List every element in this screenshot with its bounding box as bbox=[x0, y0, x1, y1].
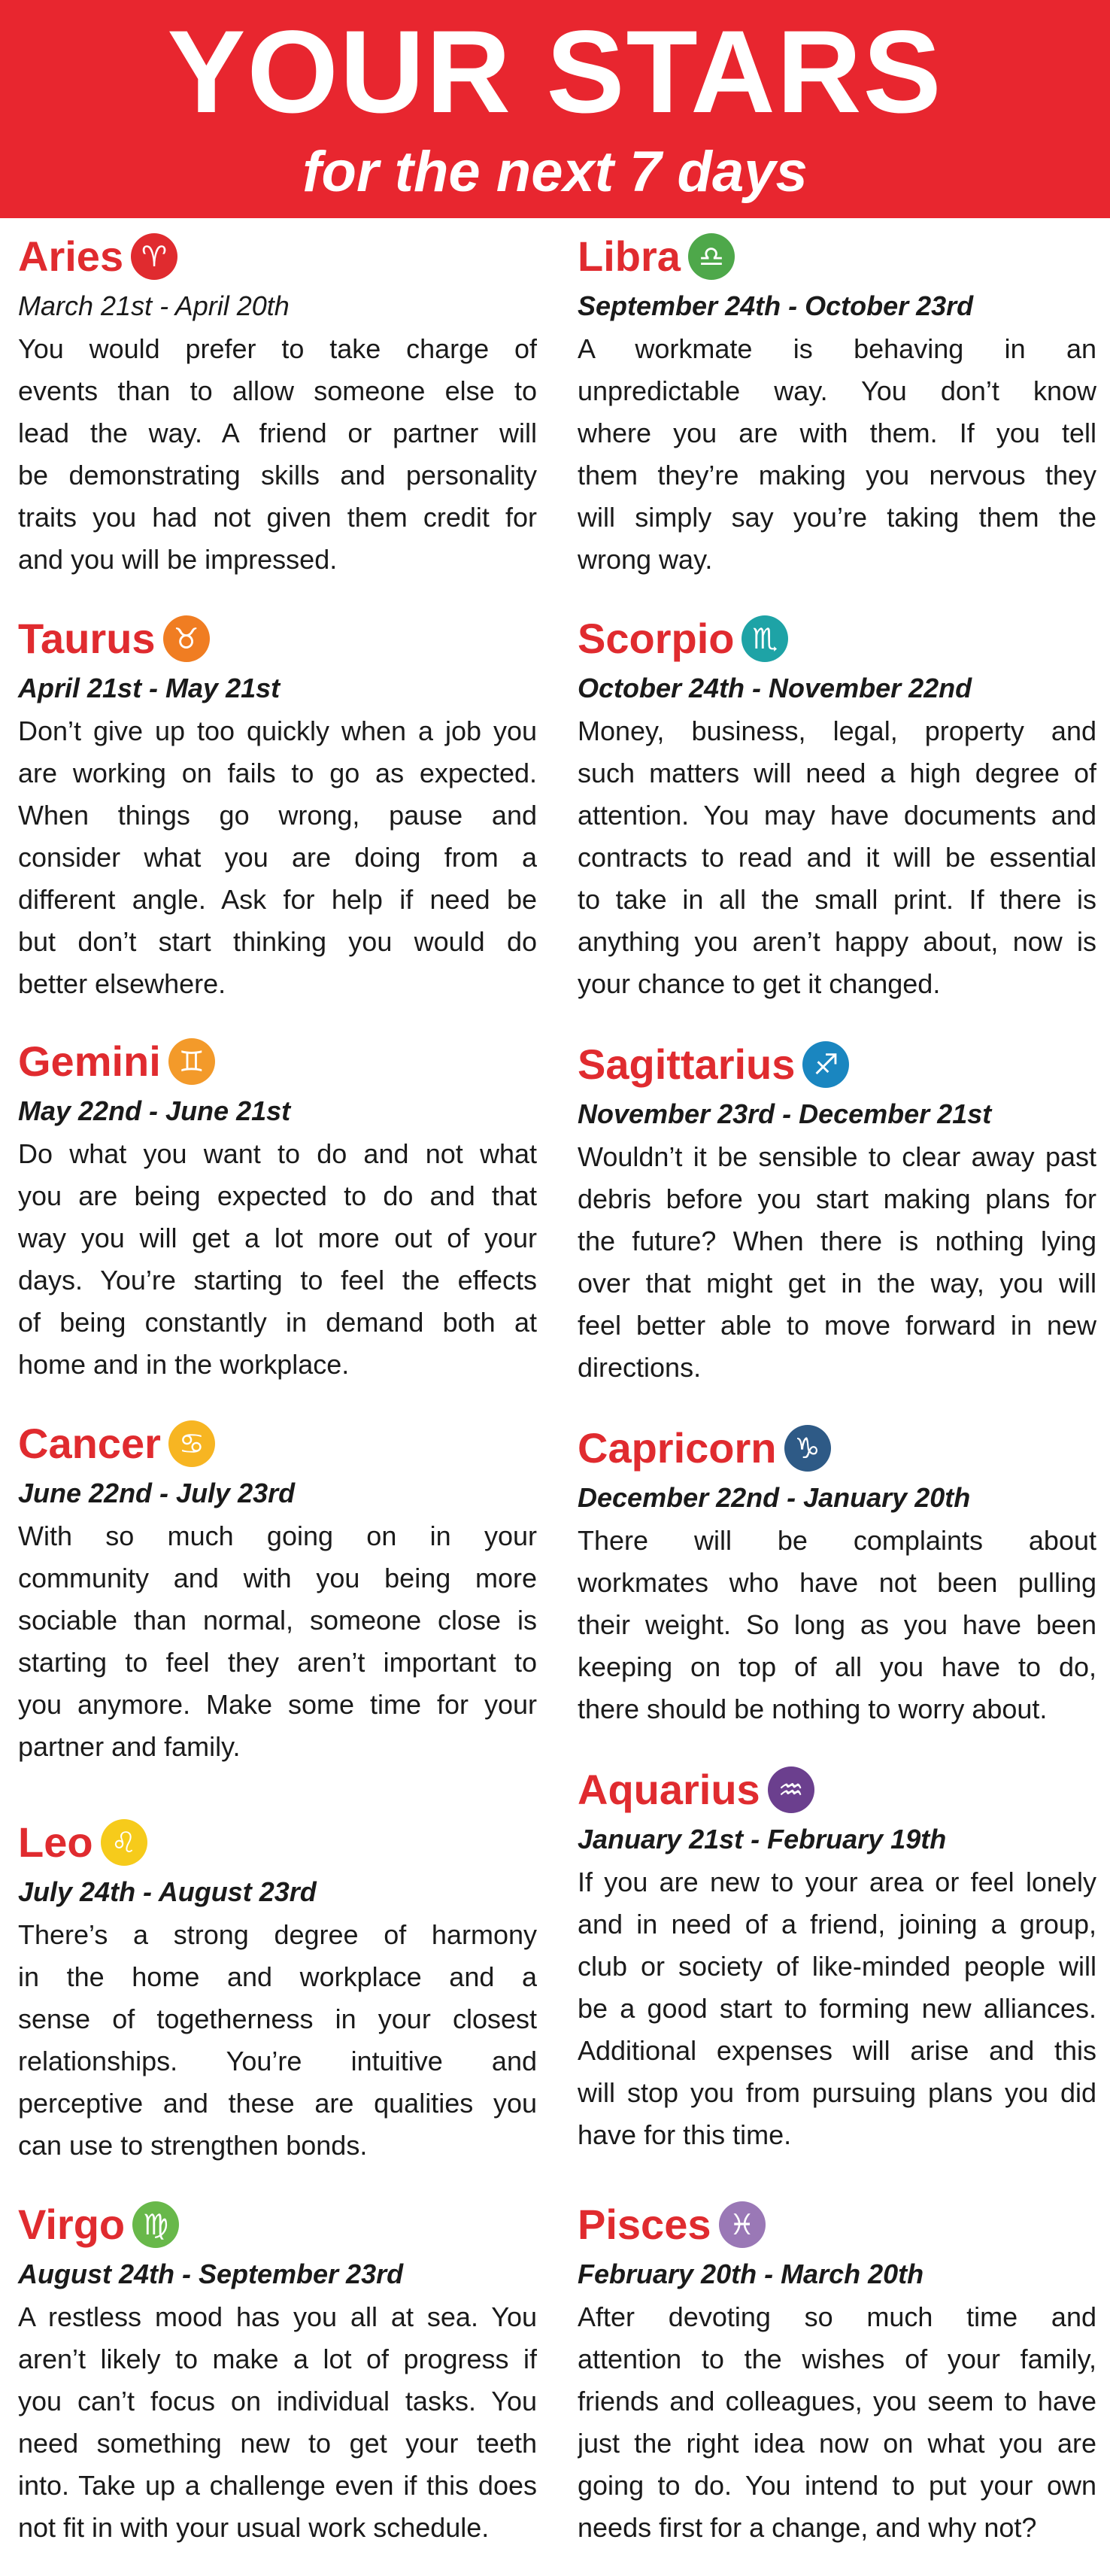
sign-name: Gemini bbox=[18, 1037, 161, 1085]
cancer-icon: ♋ bbox=[168, 1420, 215, 1467]
sign-dates: June 22nd - July 23rd bbox=[18, 1478, 296, 1508]
page-subtitle: for the next 7 days bbox=[302, 140, 808, 204]
sign-dates: January 21st - February 19th bbox=[578, 1824, 947, 1855]
scorpio-icon: ♏ bbox=[742, 615, 788, 662]
right-column bbox=[578, 0, 1096, 2576]
sign-dates: September 24th - October 23rd bbox=[578, 290, 974, 321]
sign-dates: March 21st - April 20th bbox=[18, 290, 290, 321]
sign-cancer bbox=[18, 1414, 537, 1768]
sign-text: There’s a strong degree of harmony in the home and workplace and a sense of togetherness in your closest relationships. You’re intuitive and perceptive and these are qualities you can use to strengthen bonds. bbox=[18, 1919, 537, 2161]
sign-leo bbox=[18, 1813, 537, 2167]
sign-name: Capricorn bbox=[578, 1424, 777, 1472]
sign-text: You would prefer to take charge of events than to allow someone else to lead the way. A friend or partner will be demonstrating skills and personality traits you had not given them credit for and you will be impressed. bbox=[18, 333, 537, 575]
sign-name: Cancer bbox=[18, 1420, 161, 1467]
sign-virgo bbox=[18, 2195, 537, 2549]
sign-capricorn bbox=[578, 1419, 1096, 1730]
sagittarius-icon: ♐ bbox=[802, 1041, 849, 1088]
sign-text: There will be complaints about workmates who have not been pulling their weight. So long as you have been keeping on top of all you have to do, there should be nothing to worry about. bbox=[578, 1525, 1096, 1724]
sign-scorpio bbox=[578, 609, 1096, 1005]
sign-gemini bbox=[18, 1032, 537, 1386]
sign-name: Leo bbox=[18, 1818, 93, 1866]
pisces-icon: ♓ bbox=[719, 2201, 766, 2248]
sign-taurus bbox=[18, 609, 537, 1005]
sign-text: Money, business, legal, property and such matters will need a high degree of attention. You may have documents and contracts to read and it will be essential to take in all the small print. If there is anything you aren’t happy about, now is your chance to get it changed. bbox=[578, 715, 1096, 999]
sign-text: If you are new to your area or feel lonely and in need of a friend, joining a group, club or society of like-minded people will be a good start to forming new alliances. Additional expenses will arise and this will stop you from pursuing plans you did have for this time. bbox=[578, 1867, 1096, 2150]
sign-text: Do what you want to do and not what you are being expected to do and that way you will get a lot more out of your days. You’re starting to feel the effects of being constantly in demand both at home and in the workplace. bbox=[18, 1138, 537, 1380]
sign-name: Libra bbox=[578, 232, 681, 280]
sign-name: Scorpio bbox=[578, 615, 735, 662]
sign-text: After devoting so much time and attention to the wishes of your family, friends and colleagues, you seem to have just the right idea now on what you are going to do. You intend to put your own needs first for a change, and why not? bbox=[578, 2301, 1096, 2543]
left-column bbox=[18, 0, 537, 2576]
sign-text: A restless mood has you all at sea. You aren’t likely to make a lot of progress if you can’t focus on individual tasks. You need something new to get your teeth into. Take up a challenge even if this does not fit in with your usual work schedule. bbox=[18, 2301, 537, 2543]
sign-dates: October 24th - November 22nd bbox=[578, 673, 972, 703]
libra-icon: ♎ bbox=[688, 233, 735, 280]
sign-name: Aquarius bbox=[578, 1766, 760, 1813]
sign-text: Don’t give up too quickly when a job you are working on fails to go as expected. When things go wrong, pause and consider what you are doing from a different angle. Ask for help if need be but don’t start thinking you would do better elsewhere. bbox=[18, 715, 537, 999]
sign-libra bbox=[578, 227, 1096, 581]
sign-dates: April 21st - May 21st bbox=[18, 673, 281, 703]
sign-name: Sagittarius bbox=[578, 1040, 796, 1088]
sign-dates: August 24th - September 23rd bbox=[18, 2259, 404, 2289]
sign-name: Taurus bbox=[18, 615, 156, 662]
virgo-icon: ♍ bbox=[132, 2201, 179, 2248]
sign-sagittarius bbox=[578, 1035, 1096, 1389]
sign-name: Pisces bbox=[578, 2201, 711, 2248]
taurus-icon: ♉ bbox=[163, 615, 210, 662]
sign-dates: February 20th - March 20th bbox=[578, 2259, 924, 2289]
sign-dates: May 22nd - June 21st bbox=[18, 1095, 291, 1126]
sign-pisces bbox=[578, 2195, 1096, 2549]
sign-text: Wouldn’t it be sensible to clear away past debris before you start making plans for the future? When there is nothing lying over that might get in the way, you will feel better able to move forward in new directions. bbox=[578, 1141, 1096, 1383]
sign-dates: November 23rd - December 21st bbox=[578, 1098, 992, 1129]
leo-icon: ♌ bbox=[101, 1819, 147, 1866]
sign-name: Virgo bbox=[18, 2201, 126, 2248]
sign-text: With so much going on in your community and with you being more sociable than normal, someone close is starting to feel they aren’t important to you anymore. Make some time for your partner and family. bbox=[18, 1520, 537, 1762]
aries-icon: ♈ bbox=[131, 233, 177, 280]
sign-name: Aries bbox=[18, 232, 124, 280]
sign-aquarius bbox=[578, 1760, 1096, 2156]
gemini-icon: ♊ bbox=[168, 1038, 215, 1085]
capricorn-icon: ♑ bbox=[784, 1425, 831, 1472]
aquarius-icon: ♒ bbox=[768, 1766, 814, 1813]
page-title: YOUR STARS bbox=[167, 7, 943, 138]
sign-aries bbox=[18, 227, 537, 581]
sign-dates: December 22nd - January 20th bbox=[578, 1482, 971, 1513]
sign-dates: July 24th - August 23rd bbox=[18, 1876, 317, 1907]
sign-text: A workmate is behaving in an unpredictable way. You don’t know where you are with them. If you tell them they’re making you nervous they will simply say you’re taking them the wrong way. bbox=[578, 333, 1096, 575]
